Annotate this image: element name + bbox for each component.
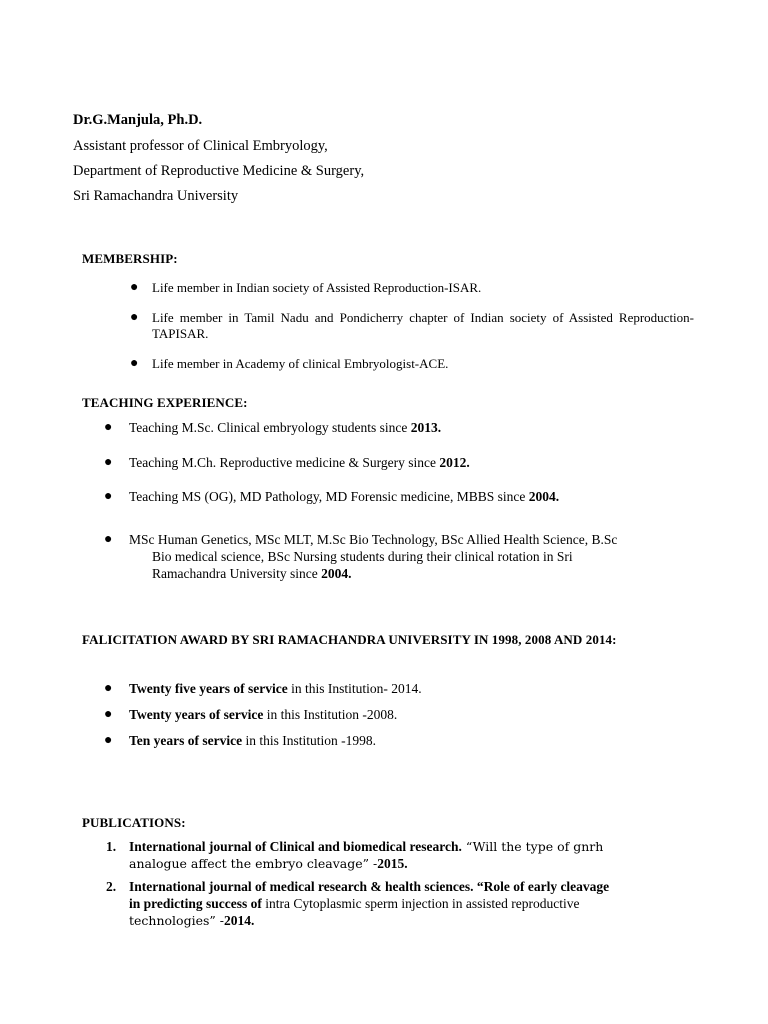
publication-number: 2. (106, 879, 117, 894)
award-item-title: Twenty five years of service (129, 681, 288, 696)
bullet-icon: ● (104, 707, 113, 722)
membership-item-text: Life member in Tamil Nadu and Pondicherry chapter of Indian society of Assisted Reproduction- TAPISAR. (152, 310, 694, 341)
publication-title: “Will the type of gnrh (461, 839, 604, 854)
teaching-item-text: Bio medical science, BSc Nursing students during their clinical rotation in Sri (152, 549, 573, 564)
award-item-text: in this Institution -1998. (242, 733, 376, 748)
publication-title: technologies” - (129, 913, 224, 928)
publication-title: analogue affect the embryo cleavage” - (129, 856, 378, 871)
award-heading: FALICITATION AWARD BY SRI RAMACHANDRA UNIVERSITY IN 1998, 2008 AND 2014: (82, 632, 617, 647)
author-name: Dr.G.Manjula, Ph.D. (73, 112, 203, 128)
membership-heading: MEMBERSHIP: (82, 251, 178, 266)
publication-title: in predicting success of (129, 896, 262, 911)
award-item-title: Ten years of service (129, 733, 243, 748)
bullet-icon: ● (104, 733, 113, 748)
bullet-icon: ● (130, 356, 139, 371)
teaching-item-year: 2012. (439, 455, 470, 470)
publication-year: 2015. (377, 856, 408, 871)
publication-title: intra Cytoplasmic sperm injection in assisted reproductive (261, 896, 580, 911)
bullet-icon: ● (104, 532, 113, 547)
bullet-icon: ● (130, 280, 139, 295)
teaching-item-text: Ramachandra University since (152, 566, 322, 581)
publication-journal: International journal of medical research & health sciences. (129, 879, 474, 894)
author-department: Department of Reproductive Medicine & Surgery, (73, 163, 365, 179)
author-university: Sri Ramachandra University (73, 188, 239, 204)
membership-item-text: Life member in Academy of clinical Embryologist-ACE. (152, 356, 449, 371)
teaching-item-year: 2004. (528, 489, 560, 504)
teaching-item-year: 2013. (410, 420, 442, 435)
bullet-icon: ● (104, 681, 113, 696)
membership-item-text: Life member in Indian society of Assisted Reproduction-ISAR. (152, 280, 482, 295)
author-position: Assistant professor of Clinical Embryology, (73, 138, 328, 154)
bullet-icon: ● (104, 420, 113, 435)
teaching-item-year: 2004. (321, 566, 352, 581)
publication-title: “Role of early cleavage (473, 879, 610, 894)
award-item-text: in this Institution -2008. (263, 707, 398, 722)
publication-number: 1. (106, 839, 117, 854)
publication-journal: International journal of Clinical and biomedical research. (129, 839, 462, 854)
teaching-item-text: Teaching MS (OG), MD Pathology, MD Forensic medicine, MBBS since (129, 489, 529, 504)
bullet-icon: ● (104, 455, 113, 470)
teaching-item-text: Teaching M.Ch. Reproductive medicine & Surgery since (129, 455, 440, 470)
award-item-text: in this Institution- 2014. (287, 681, 422, 696)
bullet-icon: ● (130, 310, 139, 325)
publication-year: 2014. (223, 913, 255, 928)
award-item-title: Twenty years of service (129, 707, 264, 722)
bullet-icon: ● (104, 489, 113, 504)
publications-heading: PUBLICATIONS: (82, 815, 186, 830)
teaching-heading: TEACHING EXPERIENCE: (82, 395, 248, 410)
teaching-item-text: MSc Human Genetics, MSc MLT, M.Sc Bio Technology, BSc Allied Health Science, B.Sc (129, 532, 618, 547)
teaching-item-text: Teaching M.Sc. Clinical embryology students since (129, 420, 411, 435)
